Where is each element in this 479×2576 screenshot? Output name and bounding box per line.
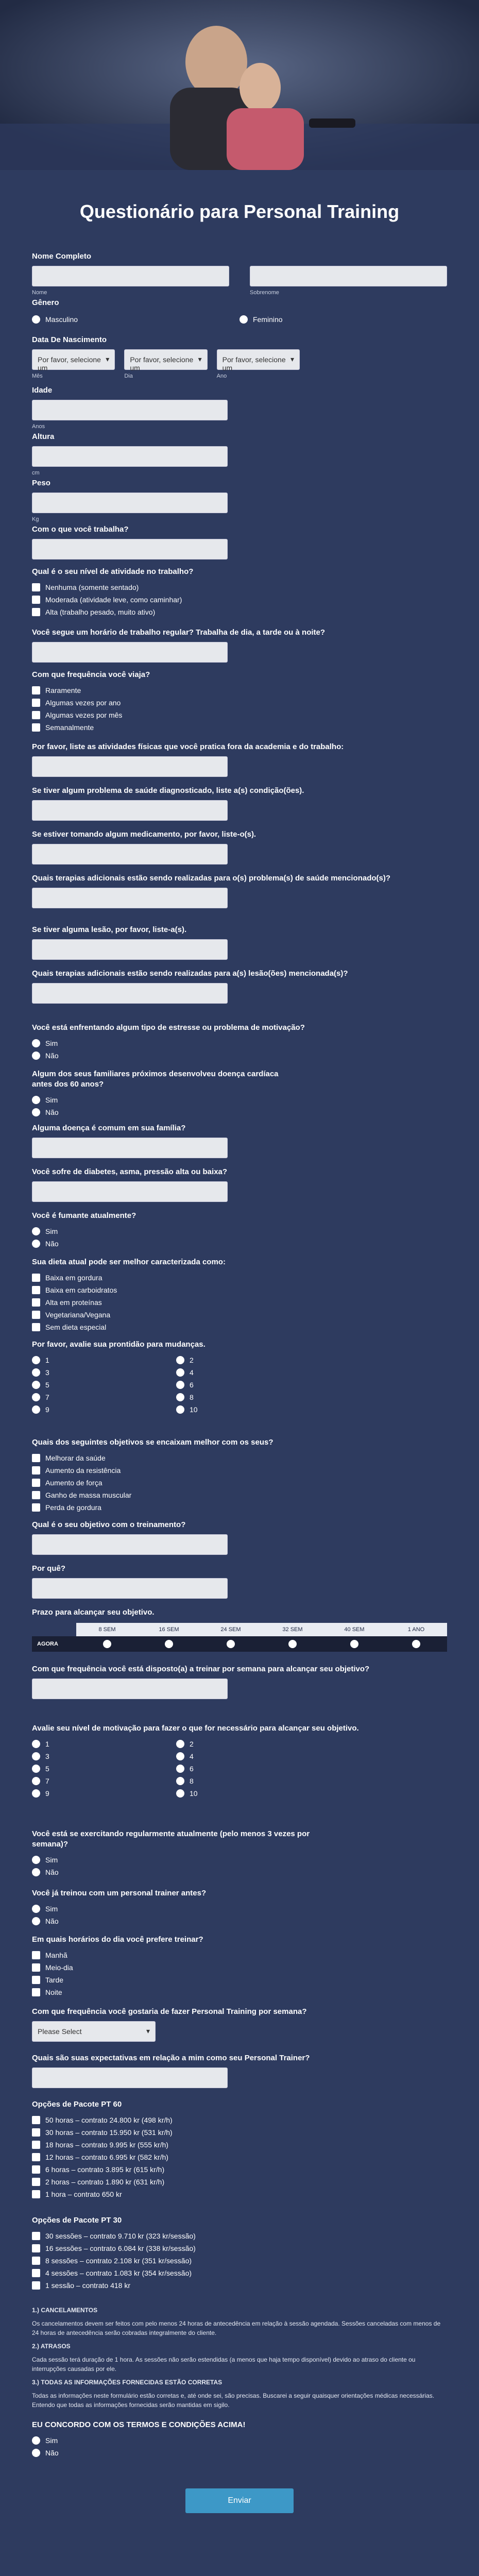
motivation-option[interactable]: 6 [176, 1762, 320, 1775]
travel-option[interactable]: Algumas vezes por mês [32, 709, 447, 721]
pt30-question: Opções de Pacote PT 30 30 sessões – contrato 9.710 kr (323 kr/sessão) 16 sessões – contrato 6.084 kr (338 kr/sessão) 8 sessões – contrato 2.108 kr (351 kr/sessão) 4 sessões – contrato 1.083 kr (354 kr/sessão) 1 sessão – contrato 418 kr [32, 2215, 447, 2292]
frequency-input[interactable] [32, 1679, 228, 1699]
age-input[interactable] [32, 400, 228, 420]
family-input[interactable] [32, 1138, 228, 1158]
gender-question [32, 298, 447, 326]
schedule-question: Você segue um horário de trabalho regular? Trabalha de dia, a tarde ou à noite? [32, 628, 228, 663]
goal-option[interactable]: Perda de gordura [32, 1501, 447, 1514]
heart-option[interactable]: Não [32, 1106, 300, 1118]
health-input[interactable] [32, 800, 228, 821]
day-select[interactable]: Por favor, selecione um ▾ [124, 349, 207, 370]
readiness-option[interactable]: 2 [176, 1354, 320, 1366]
first-name-sublabel: Nome [32, 290, 47, 296]
birthdate-label: Data De Nascimento [32, 335, 107, 344]
frequency-question: Com que frequência você está disposto(a) a treinar por semana para alcançar seu objetivo? [32, 1664, 228, 1699]
exercising-option[interactable]: Sim [32, 1854, 320, 1866]
pt60-option[interactable]: 2 horas – contrato 1.890 kr (631 kr/h) [32, 2176, 447, 2188]
family-question: Alguma doença é comum em sua família? [32, 1123, 228, 1158]
diet-option[interactable]: Sem dieta especial [32, 1321, 447, 1333]
activity-option[interactable]: Moderada (atividade leve, como caminhar) [32, 594, 447, 606]
height-input[interactable] [32, 446, 228, 467]
expectations-question: Quais são suas expectativas em relação a mim como seu Personal Trainer? [32, 2053, 228, 2088]
motivation-option[interactable]: 8 [176, 1775, 320, 1787]
injury-question: Se tiver alguma lesão, por favor, liste-a(s). [32, 925, 228, 960]
readiness-option[interactable]: 8 [176, 1391, 320, 1403]
pt30-option[interactable]: 16 sessões – contrato 6.084 kr (338 kr/sessão) [32, 2242, 447, 2255]
goal-option[interactable]: Ganho de massa muscular [32, 1489, 447, 1501]
job-input[interactable] [32, 539, 228, 560]
readiness-option[interactable]: 4 [176, 1366, 320, 1379]
readiness-option[interactable]: 7 [32, 1391, 176, 1403]
timeline-cell[interactable] [323, 1636, 385, 1652]
readiness-option[interactable]: 1 [32, 1354, 176, 1366]
pt60-option[interactable]: 6 horas – contrato 3.895 kr (615 kr/h) [32, 2163, 447, 2176]
name-question [32, 251, 447, 296]
diet-option[interactable]: Baixa em gordura [32, 1272, 447, 1284]
timeline-cell[interactable] [76, 1636, 138, 1652]
agree-option[interactable]: Sim [32, 2434, 447, 2447]
time-option[interactable]: Noite [32, 1986, 447, 1998]
last-name-sublabel: Sobrenome [250, 290, 279, 296]
injury-therapies-question: Quais terapias adicionais estão sendo realizadas para a(s) lesão(ões) mencionada(s)? [32, 969, 228, 1004]
age-question: Idade Anos [32, 385, 228, 430]
motivation-option[interactable]: 9 [32, 1787, 176, 1800]
pt30-option[interactable]: 1 sessão – contrato 418 kr [32, 2279, 447, 2292]
why-question: Por quê? [32, 1564, 228, 1599]
pt-frequency-question: Com que frequência você gostaria de fazer Personal Training por semana? Please Select ▾ [32, 2007, 156, 2042]
pt-frequency-select[interactable]: Please Select ▾ [32, 2021, 156, 2042]
activity-question: Qual é o seu nível de atividade no trabalho? Nenhuma (somente sentado) Moderada (atividade leve, como caminhar) Alta (trabalho pesado, muito ativo) [32, 567, 447, 618]
gender-label: Gênero [32, 298, 59, 307]
smoker-question: Você é fumante atualmente? Sim Não [32, 1211, 447, 1250]
motivation-option[interactable]: 4 [176, 1750, 320, 1762]
schedule-input[interactable] [32, 642, 228, 663]
timeline-cell[interactable] [385, 1636, 447, 1652]
heart-option[interactable]: Sim [32, 1094, 300, 1106]
month-select[interactable]: Por favor, selecione um ▾ [32, 349, 115, 370]
travel-option[interactable]: Semanalmente [32, 721, 447, 734]
weight-input[interactable] [32, 493, 228, 513]
diabetes-input[interactable] [32, 1181, 228, 1202]
time-option[interactable]: Tarde [32, 1974, 447, 1986]
timeline-matrix: 8 SEM 16 SEM 24 SEM 32 SEM 40 SEM 1 ANO AGORA [32, 1623, 447, 1652]
motivation-option[interactable]: 2 [176, 1738, 320, 1750]
readiness-question: Por favor, avalie sua prontidão para mudanças. 1 2 3 4 5 6 7 8 9 10 [32, 1340, 447, 1416]
timeline-question: Prazo para alcançar seu objetivo. 8 SEM 16 SEM 24 SEM 32 SEM 40 SEM 1 ANO AGORA [32, 1607, 447, 1652]
activities-question: Por favor, liste as atividades físicas que você pratica fora da academia e do trabalho: [32, 742, 228, 777]
timeline-cell[interactable] [138, 1636, 200, 1652]
exercising-option[interactable]: Não [32, 1866, 320, 1878]
diet-option[interactable]: Vegetariana/Vegana [32, 1309, 447, 1321]
pt30-option[interactable]: 4 sessões – contrato 1.083 kr (354 kr/sessão) [32, 2267, 447, 2279]
trainer-option[interactable]: Sim [32, 1903, 447, 1915]
diabetes-question: Você sofre de diabetes, asma, pressão alta ou baixa? [32, 1167, 228, 1202]
hero-image [0, 0, 479, 170]
readiness-option[interactable]: 9 [32, 1403, 176, 1416]
motivation-question: Avalie seu nível de motivação para fazer o que for necessário para alcançar seu objetivo. 1 2 3 4 5 6 7 8 9 10 [32, 1723, 447, 1800]
motivation-option[interactable]: 5 [32, 1762, 176, 1775]
stress-option[interactable]: Sim [32, 1037, 447, 1049]
smoker-option[interactable]: Sim [32, 1225, 447, 1238]
why-input[interactable] [32, 1578, 228, 1599]
readiness-option[interactable]: 10 [176, 1403, 320, 1416]
year-select[interactable]: Por favor, selecione um ▾ [217, 349, 300, 370]
motivation-option[interactable]: 7 [32, 1775, 176, 1787]
gender-option[interactable]: Feminino [239, 313, 447, 326]
motivation-option[interactable]: 10 [176, 1787, 320, 1800]
activities-input[interactable] [32, 756, 228, 777]
smoker-option[interactable]: Não [32, 1238, 447, 1250]
pt60-option[interactable]: 18 horas – contrato 9.995 kr (555 kr/h) [32, 2139, 447, 2151]
therapies-question: Quais terapias adicionais estão sendo realizadas para o(s) problema(s) de saúde mencionado(s)? [32, 873, 228, 908]
trainer-option[interactable]: Não [32, 1915, 447, 1927]
time-option[interactable]: Manhã [32, 1949, 447, 1961]
pt60-question: Opções de Pacote PT 60 50 horas – contrato 24.800 kr (498 kr/h) 30 horas – contrato 15.950 kr (531 kr/h) 18 horas – contrato 9.995 kr (555 kr/h) 12 horas – contrato 6.995 kr (582 kr/h) 6 horas – contrato 3.895 kr (615 kr/h) 2 horas – contrato 1.890 kr (631 kr/h) 1 hora – contrato 650 kr [32, 2099, 447, 2200]
terms-section: 1.) CANCELAMENTOS Os cancelamentos devem ser feitos com pelo menos 24 horas de antecedência em relação à sessão agendada. Sessões canceladas com menos de 24 horas de antecedência serão cobradas integralmente do cliente. 2.) ATRASOS Cada sessão terá duração de 1 hora. As sessões não serão estendidas (a menos que haja tempo disponível) devido ao atraso do cliente ou interrupções causadas por ele. 3.) TODAS AS INFORMAÇÕES FORNECIDAS ESTÃO CORRETAS Todas as informações neste formulário estão corretas e, até onde sei, são precisas. Buscarei a seguir quaisquer orientações médicas necessárias. Entendo que todas as informações fornecidas serão mantidas em sigilo. EU CONCORDO COM OS TERMOS E CONDIÇÕES ACIMA! Sim Não [32, 2306, 447, 2459]
readiness-option[interactable]: 3 [32, 1366, 176, 1379]
injury-therapies-input[interactable] [32, 983, 228, 1004]
motivation-option[interactable]: 3 [32, 1750, 176, 1762]
time-question: Em quais horários do dia você prefere treinar? Manhã Meio-dia Tarde Noite [32, 1935, 447, 1998]
pt30-option[interactable]: 30 sessões – contrato 9.710 kr (323 kr/sessão) [32, 2230, 447, 2242]
injury-input[interactable] [32, 939, 228, 960]
travel-option[interactable]: Algumas vezes por ano [32, 697, 447, 709]
gender-option[interactable]: Masculino [32, 313, 239, 326]
stress-option[interactable]: Não [32, 1049, 447, 1062]
readiness-option[interactable]: 6 [176, 1379, 320, 1391]
job-question: Com o que você trabalha? [32, 524, 228, 560]
first-name-input[interactable] [32, 266, 229, 286]
diet-question: Sua dieta atual pode ser melhor caracterizada como: Baixa em gordura Baixa em carboidratos Alta em proteínas Vegetariana/Vegana Sem dieta especial [32, 1257, 447, 1333]
activity-option[interactable]: Alta (trabalho pesado, muito ativo) [32, 606, 447, 618]
expectations-input[interactable] [32, 2067, 228, 2088]
goal-option[interactable]: Aumento de força [32, 1477, 447, 1489]
trainer-question: Você já treinou com um personal trainer antes? Sim Não [32, 1888, 447, 1927]
stress-question: Você está enfrentando algum tipo de estresse ou problema de motivação? Sim Não [32, 1023, 447, 1062]
travel-option[interactable]: Raramente [32, 684, 447, 697]
agree-option[interactable]: Não [32, 2447, 447, 2459]
objective-input[interactable] [32, 1534, 228, 1555]
goal-option[interactable]: Aumento da resistência [32, 1464, 447, 1477]
diet-option[interactable]: Alta em proteínas [32, 1296, 447, 1309]
weight-question: Peso Kg [32, 478, 228, 522]
motivation-option[interactable]: 1 [32, 1738, 176, 1750]
goals-question: Quais dos seguintes objetivos se encaixam melhor com os seus? Melhorar da saúde Aumento da resistência Aumento de força Ganho de massa muscular Perda de gordura [32, 1437, 447, 1514]
name-label: Nome Completo [32, 252, 92, 261]
submit-button[interactable]: Enviar [185, 2488, 294, 2513]
pt30-option[interactable]: 8 sessões – contrato 2.108 kr (351 kr/sessão) [32, 2255, 447, 2267]
diet-option[interactable]: Baixa em carboidratos [32, 1284, 447, 1296]
activity-option[interactable]: Nenhuma (somente sentado) [32, 581, 447, 594]
objective-question: Qual é o seu objetivo com o treinamento? [32, 1520, 228, 1555]
travel-question: Com que frequência você viaja? Raramente Algumas vezes por ano Algumas vezes por mês Semanalmente [32, 670, 447, 734]
birthdate-question: Data De Nascimento Por favor, selecione um ▾ Mês Por favor, selecione um ▾ Dia Por favor, selecione um ▾ Ano [32, 335, 447, 379]
health-question: Se tiver algum problema de saúde diagnosticado, liste a(s) condição(ões). [32, 786, 228, 821]
pt60-option[interactable]: 1 hora – contrato 650 kr [32, 2188, 447, 2200]
medication-question: Se estiver tomando algum medicamento, por favor, liste-o(s). [32, 829, 228, 865]
form-title: Questionário para Personal Training [79, 201, 400, 222]
pt60-option[interactable]: 50 horas – contrato 24.800 kr (498 kr/h) [32, 2114, 447, 2126]
readiness-option[interactable]: 5 [32, 1379, 176, 1391]
pt60-option[interactable]: 30 horas – contrato 15.950 kr (531 kr/h) [32, 2126, 447, 2139]
medication-input[interactable] [32, 844, 228, 865]
last-name-input[interactable] [250, 266, 447, 286]
timeline-cell[interactable] [200, 1636, 262, 1652]
heart-question: Algum dos seus familiares próximos desenvolveu doença cardíaca antes dos 60 anos? Sim Não [32, 1069, 300, 1118]
pt60-option[interactable]: 12 horas – contrato 6.995 kr (582 kr/h) [32, 2151, 447, 2163]
height-question: Altura cm [32, 432, 228, 476]
time-option[interactable]: Meio-dia [32, 1961, 447, 1974]
therapies-input[interactable] [32, 888, 228, 908]
goal-option[interactable]: Melhorar da saúde [32, 1452, 447, 1464]
exercising-question: Você está se exercitando regularmente atualmente (pelo menos 3 vezes por semana)? Sim Não [32, 1829, 320, 1878]
timeline-cell[interactable] [262, 1636, 323, 1652]
